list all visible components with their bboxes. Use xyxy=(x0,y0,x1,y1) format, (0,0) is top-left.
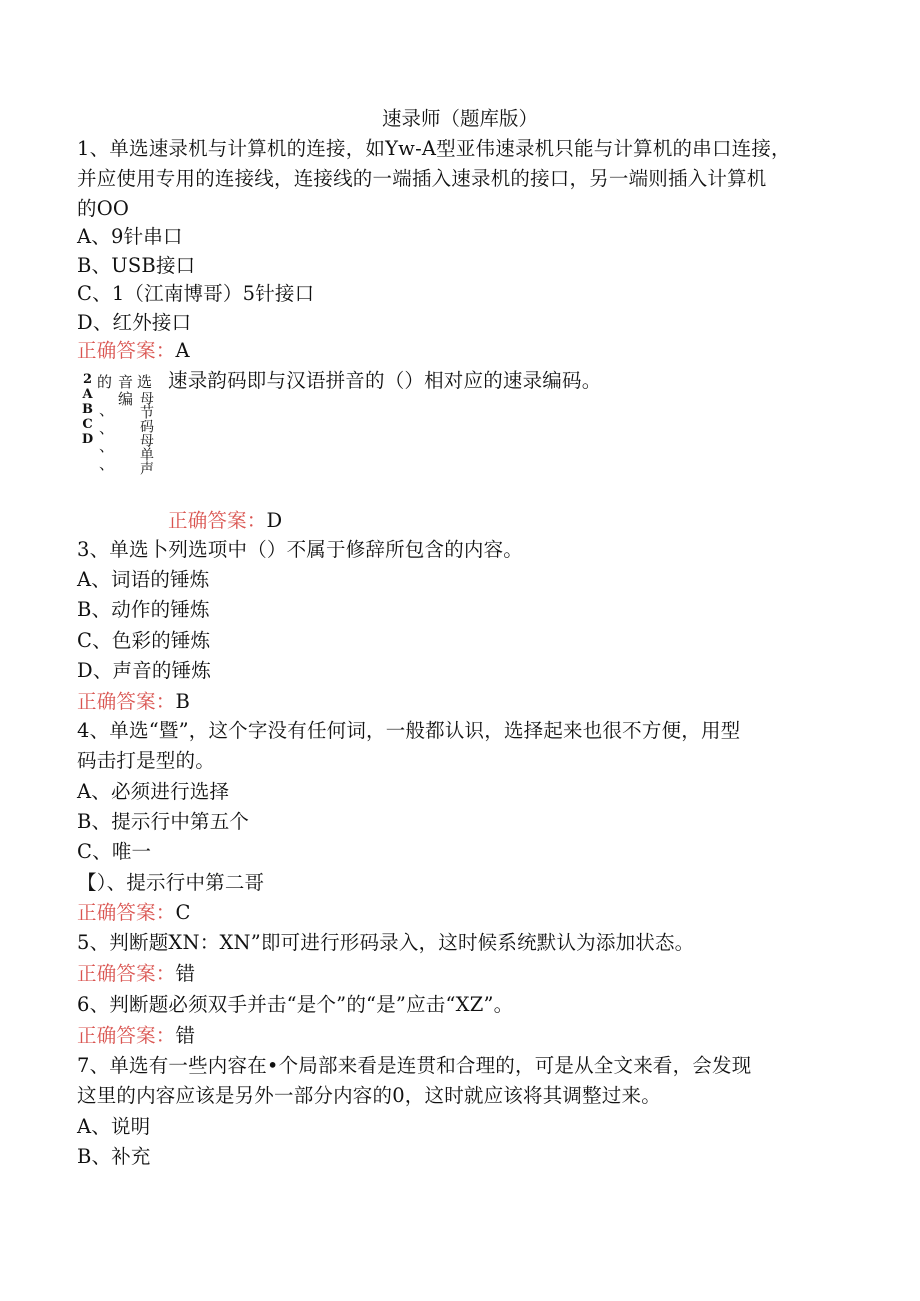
answer-value: A xyxy=(175,339,190,362)
q4-option-c: C、唯一 xyxy=(77,840,152,863)
answer-label: 正确答案： xyxy=(77,339,176,362)
q2-col-bian: 编 xyxy=(118,390,134,408)
answer-value: D xyxy=(266,509,283,532)
answer-label: 正确答案： xyxy=(77,1024,176,1047)
q2-col-yin: 音 xyxy=(118,373,134,391)
q3-answer xyxy=(77,689,190,715)
q2-col-options: 母节码母单声 xyxy=(138,391,154,475)
answer-value: B xyxy=(175,690,191,713)
answer-value: 错 xyxy=(175,962,196,985)
q1-option-b: B、USB接口 xyxy=(77,254,196,277)
q2-dash-1: 、 xyxy=(99,401,115,419)
answer-value: 错 xyxy=(175,1024,196,1047)
answer-label: 正确答案： xyxy=(77,690,176,713)
q7-option-a: A、说明 xyxy=(77,1115,151,1138)
q1-line-3: 的OO xyxy=(77,197,130,220)
q3-option-d: D、声音的锤炼 xyxy=(77,659,212,682)
q1-line-1: 1、单选速录机与计算机的连接，如Yw-A型亚伟速录机只能与计算机的串口连接， xyxy=(77,137,791,160)
q2-dash-2: 、 xyxy=(99,419,115,437)
q7-line-2: 这里的内容应该是另外一部分内容的0，这时就应该将其调整过来。 xyxy=(77,1084,661,1107)
q2-answer xyxy=(168,508,282,534)
answer-label: 正确答案： xyxy=(77,901,176,924)
q1-line-2: 并应使用专用的连接线，连接线的一端插入速录机的接口，另一端则插入计算机 xyxy=(77,167,767,190)
q1-option-a: A、9针串口 xyxy=(77,225,183,248)
q2-col-de: 的 xyxy=(97,373,113,391)
q6-answer xyxy=(77,1023,195,1049)
q4-option-d: 【）、提示行中第二哥 xyxy=(77,871,265,894)
answer-value: C xyxy=(175,901,191,924)
q5-line-1: 5、判断题XN：XN”即可进行形码录入，这时候系统默认为添加状态。 xyxy=(77,931,695,954)
q4-answer xyxy=(77,900,191,926)
q3-option-b: B、动作的锤炼 xyxy=(77,598,210,621)
answer-label: 正确答案： xyxy=(168,509,267,532)
q6-line-1: 6、判断题必须双手并击“是个”的“是”应击“XZ”。 xyxy=(77,993,514,1016)
q4-option-b: B、提示行中第五个 xyxy=(77,810,250,833)
q5-answer xyxy=(77,961,195,987)
q4-line-1: 4、单选“暨”，这个字没有任何词，一般都认识，选择起来也很不方便，用型 xyxy=(77,719,741,742)
q4-option-a: A、必须进行选择 xyxy=(77,780,230,803)
answer-label: 正确答案： xyxy=(77,962,176,985)
q2-question-text: 速录韵码即与汉语拼音的（）相对应的速录编码。 xyxy=(168,369,602,392)
q3-option-a: A、词语的锤炼 xyxy=(77,568,210,591)
q2-vertical-number: 2ABCD xyxy=(80,372,95,447)
q1-option-c: C、1（江南博哥）5针接口 xyxy=(77,282,315,305)
q1-answer xyxy=(77,338,190,364)
q3-line-1: 3、单选卜列选项中（）不属于修辞所包含的内容。 xyxy=(77,538,524,561)
q2-dash-3: 、 xyxy=(99,437,115,455)
q1-option-d: D、红外接口 xyxy=(77,311,192,334)
q3-option-c: C、色彩的锤炼 xyxy=(77,629,211,652)
q2-col-xuan: 选 xyxy=(137,373,153,391)
document-title: 速录师（题库版） xyxy=(381,107,538,130)
q7-line-1: 7、单选有一些内容在•个局部来看是连贯和合理的，可是从全文来看，会发现 xyxy=(77,1054,752,1077)
q7-option-b: B、补充 xyxy=(77,1145,151,1168)
q2-dash-4: 、 xyxy=(99,455,115,473)
q4-line-2: 码击打是型的。 xyxy=(77,749,215,772)
